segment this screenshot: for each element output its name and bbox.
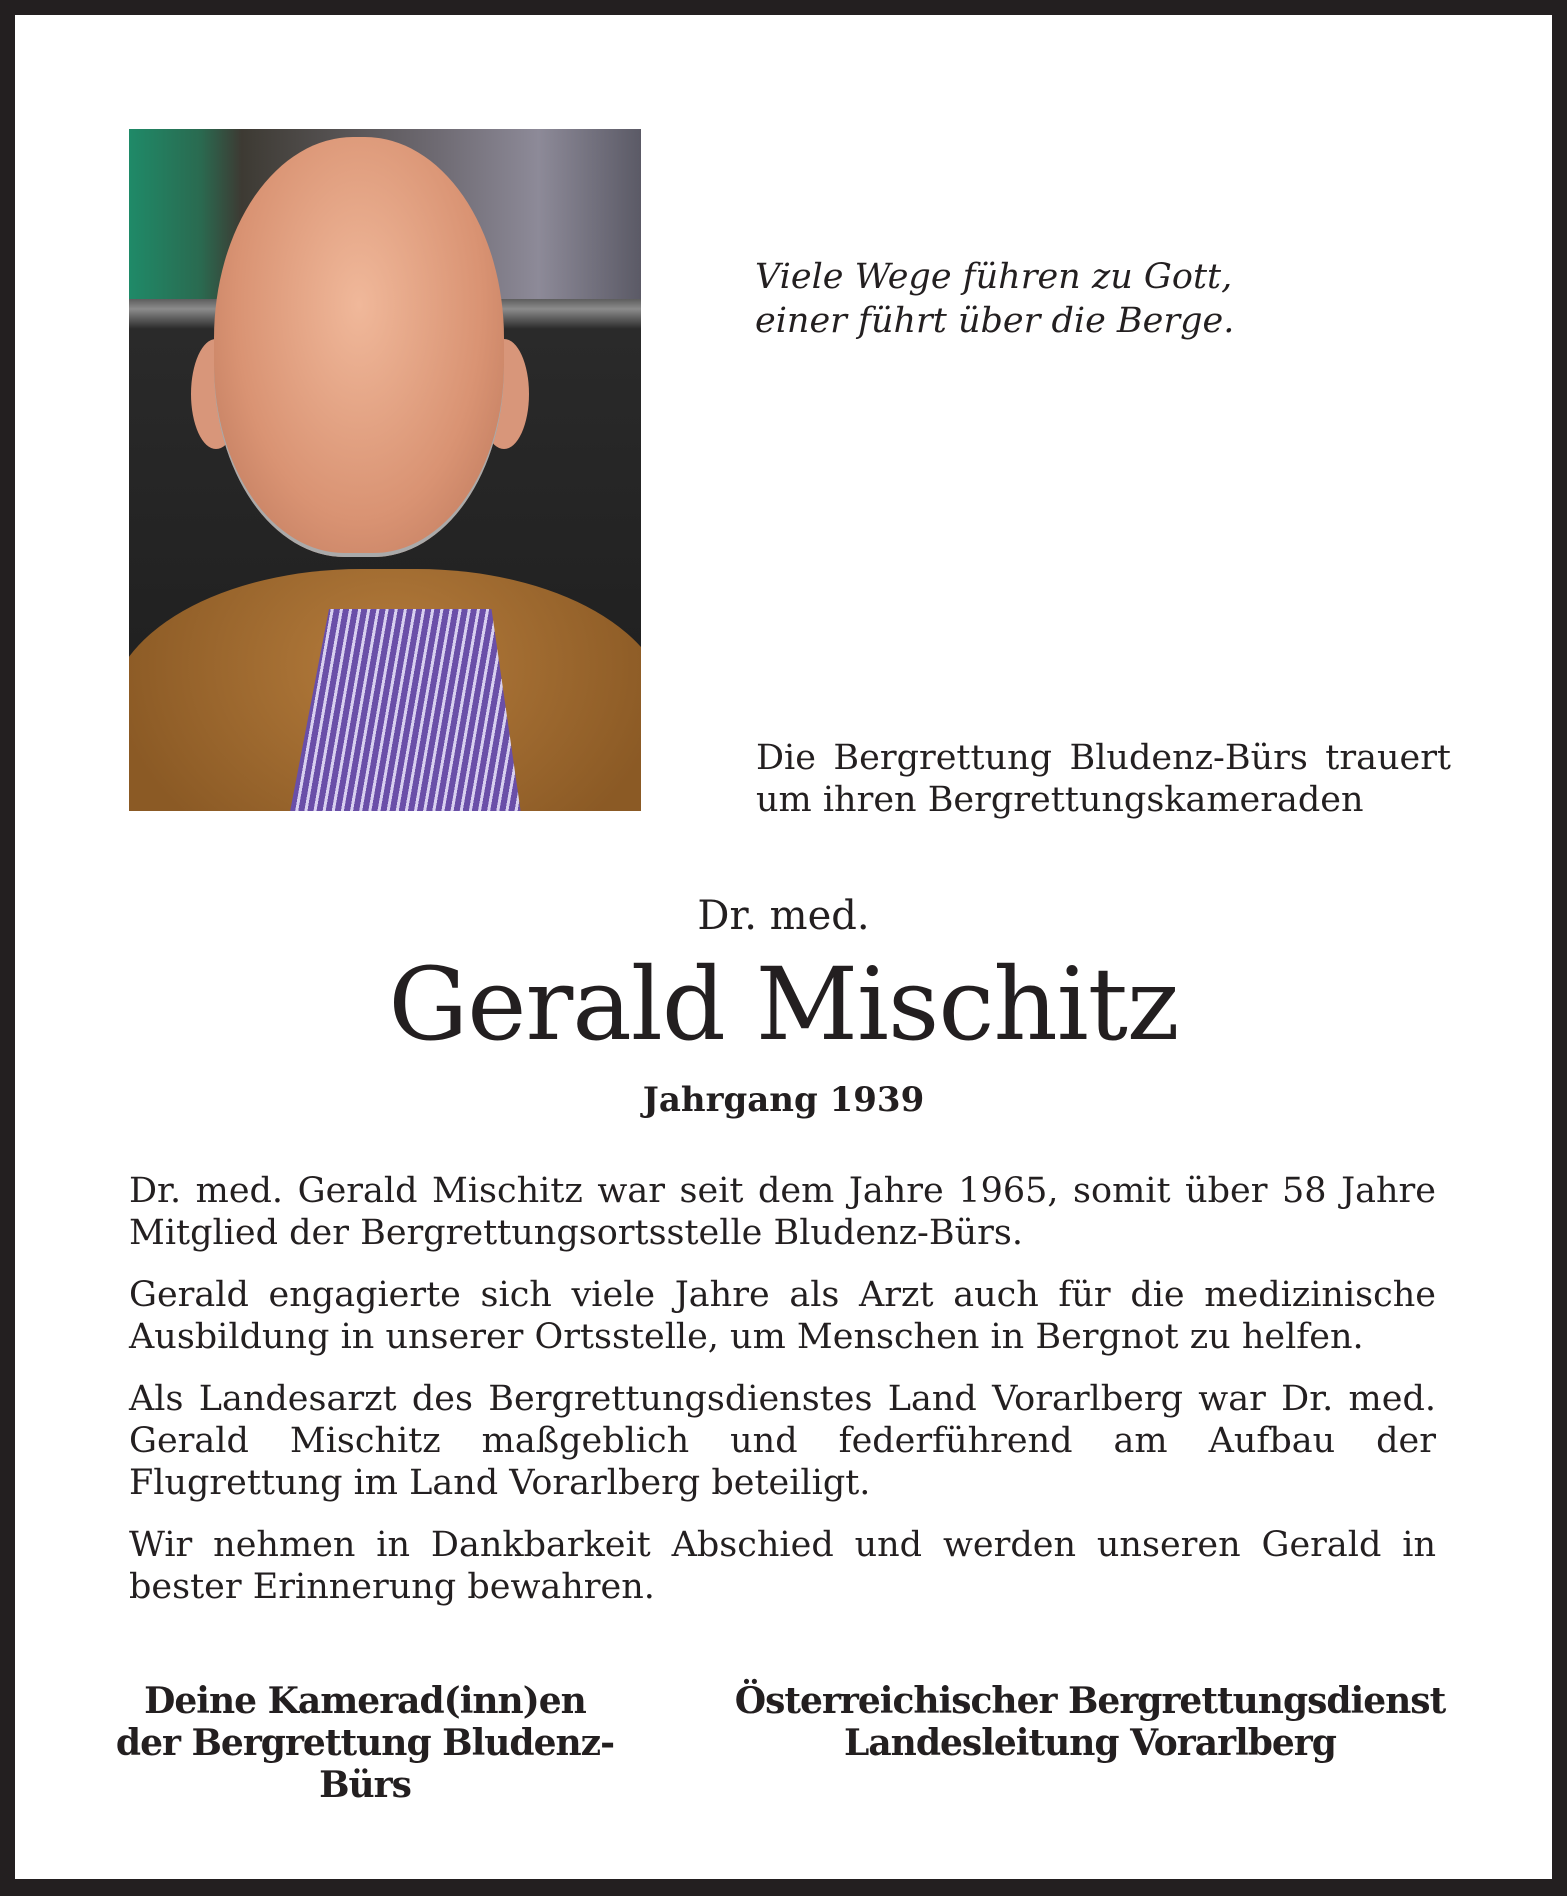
signature-line: Österreichischer Bergrettungsdienst <box>734 1680 1446 1722</box>
signature-right <box>710 1680 1470 1764</box>
paragraph: Wir nehmen in Dankbarkeit Abschied und werden unseren Gerald in bester Erinnerung bewahren. <box>129 1525 1436 1607</box>
quote <box>755 255 1234 343</box>
signature-line: Deine Kamerad(inn)en <box>144 1680 586 1722</box>
signature-left <box>105 1680 625 1806</box>
obituary-text <box>129 1170 1436 1628</box>
mourning-line: um ihren Bergrettungskameraden <box>756 780 1364 820</box>
paragraph: Dr. med. Gerald Mischitz war seit dem Jahre 1965, somit über 58 Jahre Mitglied der Bergrettungsortsstelle Bludenz-Bürs. <box>129 1171 1436 1253</box>
paragraph: Gerald engagierte sich viele Jahre als Arzt auch für die medizinische Ausbildung in unserer Ortsstelle, um Menschen in Bergnot zu helfen. <box>129 1275 1436 1357</box>
birth-year: Jahrgang 1939 <box>642 1080 925 1120</box>
quote-line: Viele Wege führen zu Gott, <box>755 257 1233 297</box>
portrait-photo <box>129 129 641 811</box>
paragraph: Als Landesarzt des Bergrettungsdienstes Land Vorarlberg war Dr. med. Gerald Mischitz maßgeblich und federführend am Aufbau der Flugrettung im Land Vorarlberg beteiligt. <box>129 1379 1436 1503</box>
quote-line: einer führt über die Berge. <box>755 301 1235 341</box>
deceased-title: Dr. med. <box>697 893 870 939</box>
mourning-statement <box>756 737 1451 821</box>
obituary-page <box>15 15 1552 1879</box>
signature-line: Landesleitung Vorarlberg <box>844 1722 1336 1764</box>
deceased-name: Gerald Mischitz <box>388 946 1179 1063</box>
signature-line: der Bergrettung Bludenz-Bürs <box>115 1722 615 1806</box>
mourning-line: Die Bergrettung Bludenz-Bürs trauert <box>756 738 1451 778</box>
